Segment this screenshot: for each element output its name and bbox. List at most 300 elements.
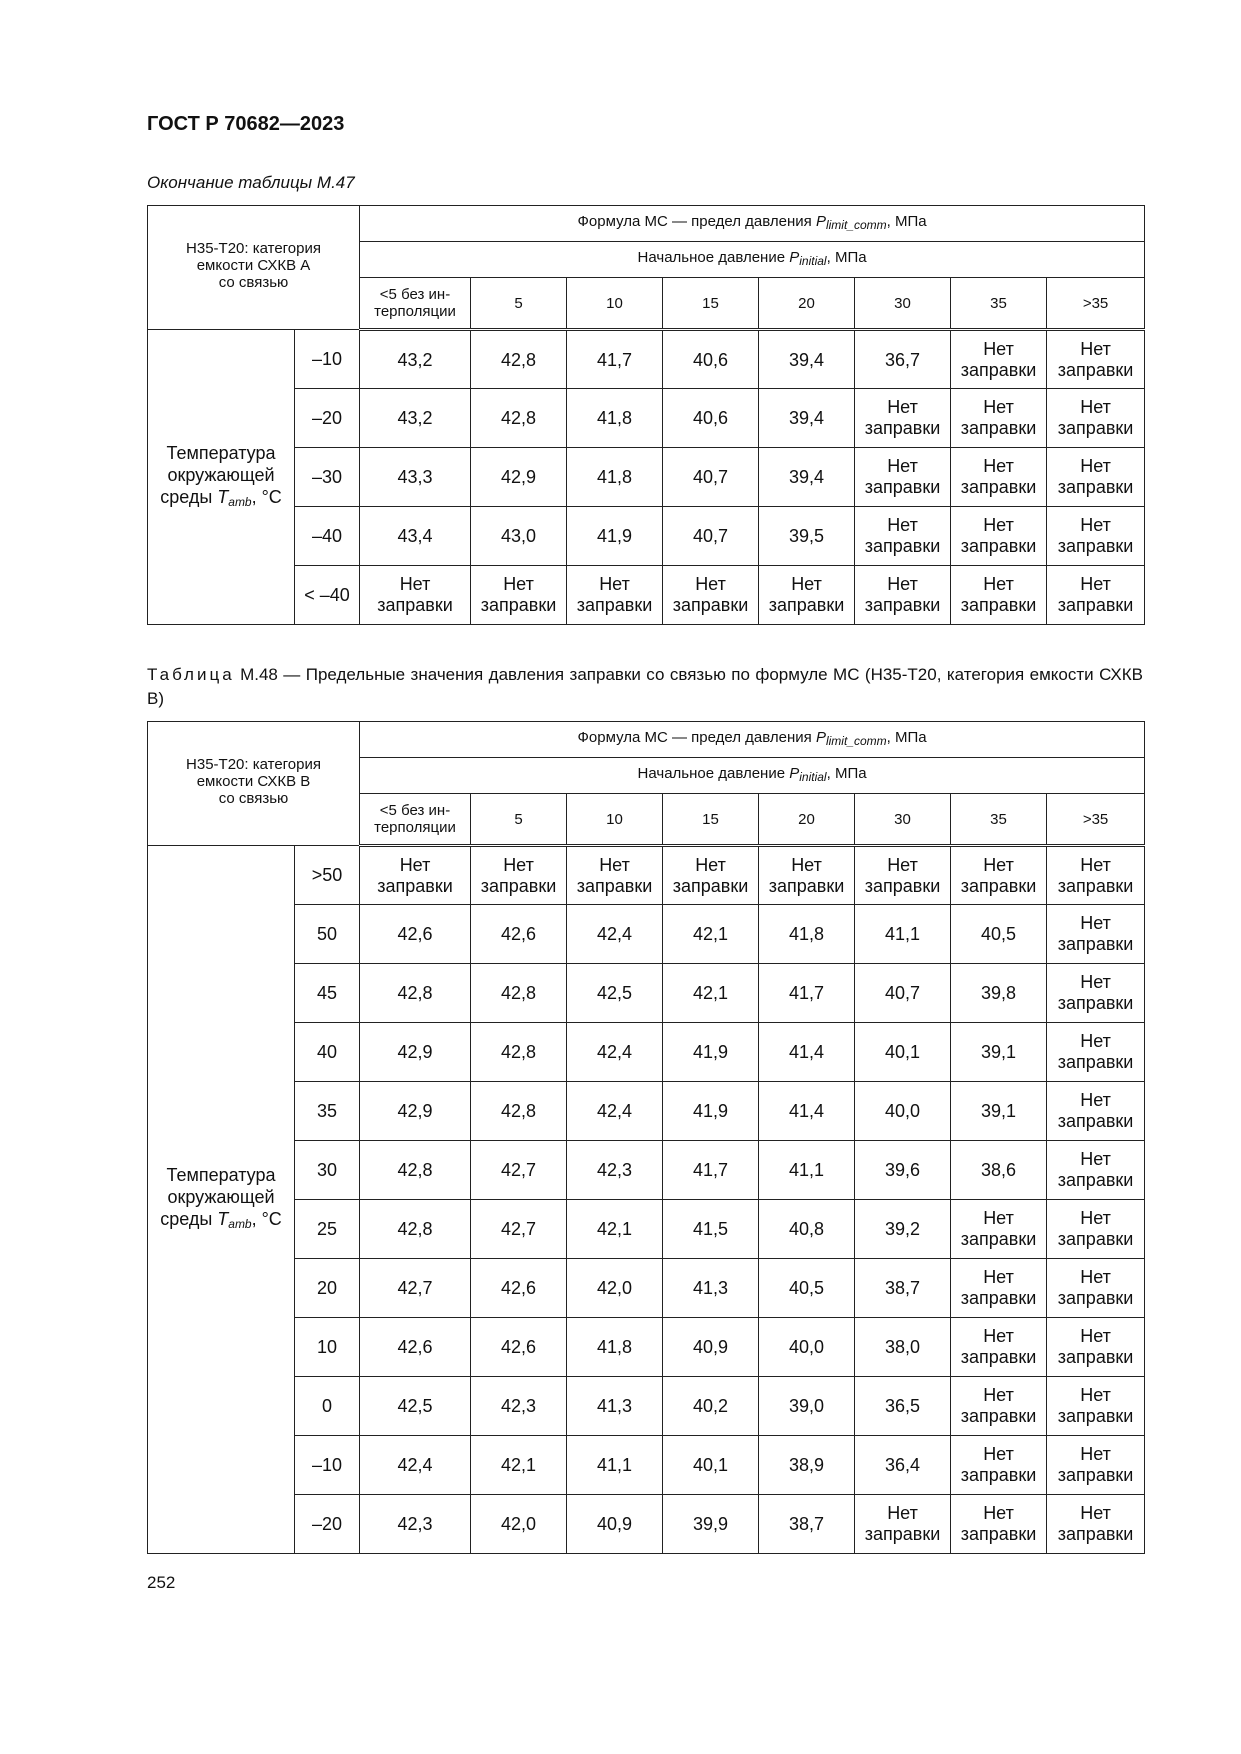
cell-value: Нет заправки xyxy=(1057,338,1134,380)
cell-value: 38,9 xyxy=(788,1455,825,1475)
table-cell xyxy=(1047,1200,1145,1259)
cell-value: 36,5 xyxy=(884,1396,921,1416)
table-cell xyxy=(855,1141,951,1200)
cell-value: 40,6 xyxy=(692,349,729,370)
table-cell xyxy=(567,1082,663,1141)
table-cell xyxy=(471,1377,567,1436)
table-row xyxy=(148,1318,1145,1377)
cell-value: 43,2 xyxy=(397,349,433,370)
cell-value: 42,1 xyxy=(692,924,729,944)
table-row xyxy=(148,1259,1145,1318)
temp-unit: , °C xyxy=(251,486,282,507)
cell-value: 42,6 xyxy=(500,1278,537,1298)
cell-value: Нет заправки xyxy=(1057,913,1134,954)
column-header: 15 xyxy=(663,278,759,330)
cell-value: 41,4 xyxy=(788,1042,825,1062)
cell-value: 41,4 xyxy=(788,1101,825,1121)
cell-value: 40,7 xyxy=(692,526,729,546)
table-cell xyxy=(360,1259,471,1318)
table-cell xyxy=(663,1259,759,1318)
text-line: Температура xyxy=(166,442,276,463)
cell-value: 42,4 xyxy=(596,1101,633,1121)
table-cell xyxy=(471,566,567,625)
table-cell xyxy=(951,1082,1047,1141)
table-cell xyxy=(471,448,567,507)
cell-value: Нет заправки xyxy=(1057,1326,1134,1367)
document-id: ГОСТ Р 70682—2023 xyxy=(147,113,345,135)
cell-value: 40,0 xyxy=(788,1337,825,1357)
cell-value: 41,8 xyxy=(596,467,633,487)
cell-value: 42,8 xyxy=(500,1101,537,1121)
cell-value: 42,9 xyxy=(397,1101,433,1121)
cell-value: 42,1 xyxy=(500,1455,537,1475)
formula-symbol: P xyxy=(815,213,826,230)
cell-value: Нет заправки xyxy=(864,854,941,896)
table-cell xyxy=(759,566,855,625)
cell-value: 40,7 xyxy=(692,467,729,487)
cell-value: 43,2 xyxy=(397,408,433,428)
table-48-caption xyxy=(147,663,1143,711)
table-cell xyxy=(951,1141,1047,1200)
column-header: 30 xyxy=(855,794,951,846)
formula-subscript: limit_comm xyxy=(825,734,887,748)
cell-value: Нет заправки xyxy=(864,456,941,497)
cell-value: 39,2 xyxy=(884,1219,921,1239)
cell-value: 41,9 xyxy=(692,1042,729,1062)
cell-value: Нет заправки xyxy=(576,854,653,896)
cell-value: 43,3 xyxy=(397,467,433,487)
cell-value: 40,8 xyxy=(788,1219,825,1239)
table-cell xyxy=(855,1259,951,1318)
cell-value: 39,9 xyxy=(692,1514,729,1534)
table-cell xyxy=(1047,1023,1145,1082)
cell-value: Нет заправки xyxy=(672,574,749,615)
cell-value: 42,5 xyxy=(596,983,633,1003)
temperature-label xyxy=(148,846,295,1554)
cell-value: 42,7 xyxy=(500,1160,537,1180)
cell-value: Нет заправки xyxy=(1057,1208,1134,1249)
table-cell xyxy=(360,330,471,389)
table-cell xyxy=(567,1436,663,1495)
table-cell xyxy=(360,1436,471,1495)
table-cell xyxy=(759,846,855,905)
temperature-value: 25 xyxy=(295,1200,360,1259)
table-cell xyxy=(1047,846,1145,905)
cell-value: 41,5 xyxy=(692,1219,729,1239)
table-cell xyxy=(471,1200,567,1259)
table-cell xyxy=(1047,448,1145,507)
cell-value: Нет заправки xyxy=(960,1503,1037,1544)
cell-value: Нет заправки xyxy=(1057,574,1134,615)
table-cell xyxy=(855,1200,951,1259)
table-cell xyxy=(663,1318,759,1377)
table-47 xyxy=(147,205,1145,625)
table-cell xyxy=(471,1023,567,1082)
table-row xyxy=(148,507,1145,566)
cell-value: 42,8 xyxy=(500,349,537,370)
corner-header xyxy=(148,722,360,846)
table-cell xyxy=(759,905,855,964)
table-cell xyxy=(759,1436,855,1495)
column-header: >35 xyxy=(1047,794,1145,846)
table-row xyxy=(148,1200,1145,1259)
temperature-value: –40 xyxy=(295,507,360,566)
cell-value: 39,8 xyxy=(980,983,1017,1003)
cell-value: Нет заправки xyxy=(864,397,941,438)
cell-value: Нет заправки xyxy=(1057,397,1134,438)
table-cell xyxy=(855,905,951,964)
table-47-caption: Окончание таблицы М.47 xyxy=(147,173,355,192)
table-cell xyxy=(567,507,663,566)
temperature-value: 50 xyxy=(295,905,360,964)
cell-value: 39,1 xyxy=(980,1042,1017,1062)
cell-value: 41,7 xyxy=(788,983,825,1003)
cell-value: 42,6 xyxy=(500,924,537,944)
temp-symbol: T xyxy=(217,486,229,507)
table-cell xyxy=(360,1023,471,1082)
text-line: <5 без ин- xyxy=(379,802,451,819)
cell-value: Нет заправки xyxy=(768,574,845,615)
table-cell xyxy=(855,389,951,448)
temperature-value: –20 xyxy=(295,1495,360,1554)
table-row xyxy=(148,1436,1145,1495)
cell-value: Нет заправки xyxy=(960,456,1037,497)
text-line: <5 без ин- xyxy=(379,286,451,303)
table-cell xyxy=(759,1495,855,1554)
table-cell xyxy=(759,1082,855,1141)
table-cell xyxy=(1047,1141,1145,1200)
table-cell xyxy=(567,1200,663,1259)
table-cell xyxy=(360,1141,471,1200)
text-line: Н35-Т20: категория xyxy=(186,240,321,257)
cell-value: 39,4 xyxy=(788,408,825,428)
table-cell xyxy=(951,448,1047,507)
initial-pressure-header xyxy=(360,242,1145,278)
table-cell xyxy=(759,1023,855,1082)
text-line: окружающей xyxy=(167,1187,275,1207)
cell-value: Нет заправки xyxy=(960,515,1037,556)
table-row xyxy=(148,1141,1145,1200)
cell-value: 40,5 xyxy=(788,1278,825,1298)
column-header: 15 xyxy=(663,794,759,846)
table-cell xyxy=(360,964,471,1023)
cell-value: 39,4 xyxy=(788,467,825,487)
table-row xyxy=(148,846,1145,905)
table-cell xyxy=(1047,1318,1145,1377)
cell-value: 38,0 xyxy=(884,1337,921,1357)
table-cell xyxy=(951,846,1047,905)
cell-value: 41,3 xyxy=(596,1396,633,1416)
initial-subscript: initial xyxy=(799,254,827,268)
table-cell xyxy=(855,1318,951,1377)
cell-value: 41,1 xyxy=(788,1160,825,1180)
temperature-value: 40 xyxy=(295,1023,360,1082)
temp-unit: , °C xyxy=(251,1209,282,1229)
table-cell xyxy=(1047,389,1145,448)
cell-value: 40,0 xyxy=(884,1101,921,1121)
table-cell xyxy=(951,964,1047,1023)
table-cell xyxy=(360,1082,471,1141)
cell-value: 38,7 xyxy=(884,1278,921,1298)
table-cell xyxy=(360,846,471,905)
cell-value: Нет заправки xyxy=(960,397,1037,438)
cell-value: Нет заправки xyxy=(1057,1385,1134,1426)
cell-value: 40,9 xyxy=(596,1514,633,1534)
table-cell xyxy=(759,1377,855,1436)
temp-symbol: T xyxy=(217,1209,229,1229)
cell-value: Нет заправки xyxy=(960,338,1037,380)
header-row-formula xyxy=(148,722,1145,758)
cell-value: 41,1 xyxy=(596,1455,633,1475)
table-cell xyxy=(951,330,1047,389)
table-cell xyxy=(855,846,951,905)
table-cell xyxy=(951,1495,1047,1554)
table-cell xyxy=(855,1495,951,1554)
formula-label: Формула МС — предел давления xyxy=(577,213,816,230)
temp-subscript: amb xyxy=(228,494,252,509)
cell-value: 42,8 xyxy=(500,983,537,1003)
table-cell xyxy=(360,507,471,566)
cell-value: 41,8 xyxy=(788,924,825,944)
text-line: емкости СХКВ В xyxy=(196,773,311,790)
table-cell xyxy=(951,566,1047,625)
table-cell xyxy=(855,1436,951,1495)
temperature-value: 10 xyxy=(295,1318,360,1377)
table-cell xyxy=(471,507,567,566)
cell-value: 39,6 xyxy=(884,1160,921,1180)
cell-value: Нет заправки xyxy=(768,854,845,896)
table-cell xyxy=(1047,1436,1145,1495)
column-header: 5 xyxy=(471,278,567,330)
cell-value: 42,6 xyxy=(397,1337,433,1357)
cell-value: 42,0 xyxy=(596,1278,633,1298)
cell-value: 40,5 xyxy=(980,924,1017,944)
cell-value: Нет заправки xyxy=(480,574,557,615)
cell-value: Нет заправки xyxy=(576,574,653,615)
table-cell xyxy=(567,905,663,964)
table-cell xyxy=(471,1318,567,1377)
table-cell xyxy=(360,389,471,448)
cell-value: 42,8 xyxy=(397,1160,433,1180)
table-cell xyxy=(759,448,855,507)
cell-value: Нет заправки xyxy=(960,1326,1037,1367)
table-cell xyxy=(471,964,567,1023)
table-cell xyxy=(663,1023,759,1082)
cell-value: 39,4 xyxy=(788,349,825,370)
text-line: Н35-Т20: категория xyxy=(186,756,321,773)
cell-value: 42,6 xyxy=(397,924,433,944)
table-row xyxy=(148,1495,1145,1554)
table-cell xyxy=(663,1495,759,1554)
table-cell xyxy=(360,1377,471,1436)
table-cell xyxy=(471,1259,567,1318)
text-line: терполяции xyxy=(374,303,456,320)
cell-value: 42,8 xyxy=(500,408,537,428)
column-header: 10 xyxy=(567,278,663,330)
table-cell xyxy=(567,1141,663,1200)
cell-value: 42,5 xyxy=(397,1396,433,1416)
cell-value: 40,6 xyxy=(692,408,729,428)
column-header: 10 xyxy=(567,794,663,846)
formula-subscript: limit_comm xyxy=(825,218,887,232)
table-48-body xyxy=(148,722,1145,1554)
text-line: окружающей xyxy=(167,464,275,485)
cell-value: 41,7 xyxy=(692,1160,729,1180)
table-cell xyxy=(951,1023,1047,1082)
cell-value: Нет заправки xyxy=(1057,515,1134,556)
cell-value: 42,8 xyxy=(397,983,433,1003)
column-header: 35 xyxy=(951,278,1047,330)
table-cell xyxy=(663,448,759,507)
table-cell xyxy=(663,1141,759,1200)
column-header xyxy=(360,794,471,846)
cell-value: 39,5 xyxy=(788,526,825,546)
temperature-value: –10 xyxy=(295,1436,360,1495)
table-row xyxy=(148,389,1145,448)
initial-symbol: P xyxy=(789,765,800,782)
cell-value: 41,8 xyxy=(596,1337,633,1357)
table-cell xyxy=(1047,1082,1145,1141)
initial-unit: , МПа xyxy=(826,765,867,782)
initial-subscript: initial xyxy=(799,770,827,784)
formula-label: Формула МС — предел давления xyxy=(577,729,816,746)
cell-value: 41,1 xyxy=(884,924,921,944)
table-row xyxy=(148,1377,1145,1436)
cell-value: 43,0 xyxy=(500,526,537,546)
table-cell xyxy=(951,507,1047,566)
cell-value: Нет заправки xyxy=(377,854,453,896)
text-line: среды xyxy=(160,486,218,507)
table-cell xyxy=(360,448,471,507)
table-cell xyxy=(855,330,951,389)
cell-value: 41,9 xyxy=(596,526,633,546)
cell-value: 40,7 xyxy=(884,983,921,1003)
temperature-value: –30 xyxy=(295,448,360,507)
cell-value: 42,9 xyxy=(397,1042,433,1062)
cell-value: 42,4 xyxy=(596,1042,633,1062)
table-cell xyxy=(360,1200,471,1259)
header-row-formula xyxy=(148,206,1145,242)
table-47-body xyxy=(148,206,1145,625)
formula-symbol: P xyxy=(815,729,826,746)
table-cell xyxy=(1047,905,1145,964)
temperature-value: 0 xyxy=(295,1377,360,1436)
table-cell xyxy=(567,1377,663,1436)
table-cell xyxy=(567,389,663,448)
table-cell xyxy=(951,1377,1047,1436)
table-cell xyxy=(663,905,759,964)
temperature-value: 20 xyxy=(295,1259,360,1318)
cell-value: Нет заправки xyxy=(1057,1267,1134,1308)
table-cell xyxy=(471,1495,567,1554)
cell-value: 42,8 xyxy=(500,1042,537,1062)
cell-value: 42,4 xyxy=(596,924,633,944)
table-cell xyxy=(951,1200,1047,1259)
cell-value: 36,4 xyxy=(884,1455,921,1475)
table-cell xyxy=(1047,507,1145,566)
table-cell xyxy=(1047,1377,1145,1436)
table-cell xyxy=(759,330,855,389)
cell-value: 39,1 xyxy=(980,1101,1017,1121)
table-row xyxy=(148,448,1145,507)
cell-value: 42,1 xyxy=(596,1219,633,1239)
cell-value: Нет заправки xyxy=(960,1385,1037,1426)
text-line: со связью xyxy=(218,790,289,807)
table-cell xyxy=(951,1436,1047,1495)
cell-value: Нет заправки xyxy=(1057,1031,1134,1072)
temperature-label xyxy=(148,330,295,625)
temp-subscript: amb xyxy=(228,1217,252,1231)
cell-value: Нет заправки xyxy=(864,515,941,556)
table-cell xyxy=(759,964,855,1023)
cell-value: 42,4 xyxy=(397,1455,433,1475)
initial-unit: , МПа xyxy=(826,249,867,266)
corner-header xyxy=(148,206,360,330)
cell-value: 40,1 xyxy=(884,1042,921,1062)
cell-value: 36,7 xyxy=(884,349,921,370)
text-line: со связью xyxy=(218,274,289,291)
temperature-value: 45 xyxy=(295,964,360,1023)
table-cell xyxy=(663,1082,759,1141)
table-48-caption-text: М.48 — Предельные значения давления заправки со связью по формуле МС (Н35-Т20, категория емкости СХКВ В) xyxy=(147,665,1143,708)
table-cell xyxy=(663,1200,759,1259)
cell-value: 42,7 xyxy=(397,1278,433,1298)
table-cell xyxy=(567,566,663,625)
cell-value: Нет заправки xyxy=(1057,1503,1134,1544)
temperature-value: –10 xyxy=(295,330,360,389)
cell-value: 41,8 xyxy=(596,408,633,428)
cell-value: 42,3 xyxy=(500,1396,537,1416)
table-cell xyxy=(855,507,951,566)
table-cell xyxy=(471,1436,567,1495)
table-cell xyxy=(567,964,663,1023)
cell-value: Нет заправки xyxy=(864,574,941,615)
cell-value: Нет заправки xyxy=(377,574,453,615)
cell-value: Нет заправки xyxy=(960,574,1037,615)
table-cell xyxy=(360,1495,471,1554)
table-row xyxy=(148,330,1145,389)
table-cell xyxy=(567,1495,663,1554)
table-row xyxy=(148,964,1145,1023)
column-header: 20 xyxy=(759,278,855,330)
column-header xyxy=(360,278,471,330)
cell-value: Нет заправки xyxy=(960,854,1037,896)
text-line: среды xyxy=(160,1209,218,1229)
table-cell xyxy=(567,1318,663,1377)
temperature-value: –20 xyxy=(295,389,360,448)
cell-value: Нет заправки xyxy=(1057,1444,1134,1485)
table-cell xyxy=(471,389,567,448)
table-cell xyxy=(759,1141,855,1200)
table-cell xyxy=(1047,330,1145,389)
formula-unit: , МПа xyxy=(886,213,927,230)
cell-value: 41,7 xyxy=(596,349,633,370)
table-cell xyxy=(855,1082,951,1141)
cell-value: 42,7 xyxy=(500,1219,537,1239)
table-cell xyxy=(663,507,759,566)
table-cell xyxy=(759,507,855,566)
table-row xyxy=(148,905,1145,964)
table-cell xyxy=(663,330,759,389)
table-row xyxy=(148,1082,1145,1141)
text-line: емкости СХКВ А xyxy=(196,257,311,274)
table-cell xyxy=(471,905,567,964)
cell-value: Нет заправки xyxy=(672,854,749,896)
formula-header xyxy=(360,206,1145,242)
table-cell xyxy=(471,846,567,905)
cell-value: 42,0 xyxy=(500,1514,537,1534)
formula-header xyxy=(360,722,1145,758)
